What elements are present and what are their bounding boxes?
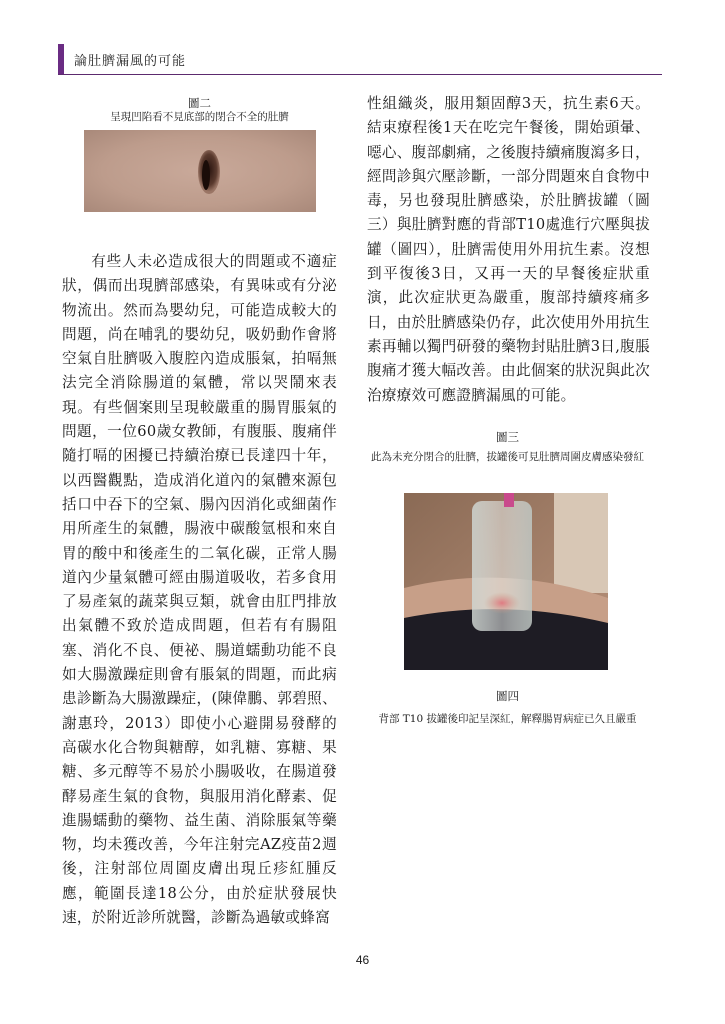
figure4-caption: 背部 T10 拔罐後印記呈深紅，解釋腸胃病症已久且嚴重 — [378, 713, 637, 725]
page-number: 46 — [355, 953, 370, 967]
figure2-number: 圖二 — [188, 96, 211, 110]
page-header — [58, 44, 662, 75]
navel-photo — [84, 130, 316, 212]
right-paragraph: 性組織炎，服用類固醇3天，抗生素6天。結束療程後1天在吃完午餐後，開始頭暈、噁心、腹部劇痛，之後腹持續痛腹瀉多日，經問診與穴壓診斷，一部分問題來自食物中毒，另也發現肚臍感染，於肚臍拔罐（圖三）與肚臍對應的背部T10處進行穴壓與拔罐（圖四），肚臍需使用外用抗生素。沒想到平復後3日，又再一天的早餐後症狀重演，此次症狀更為嚴重，腹部持續疼痛多日，由於肚臍感染仍存，此次使用外用抗生素再輔以獨門研發的藥物封貼肚臍3日,腹脹腹痛才獲大幅改善。由此個案的狀況與此次治療療效可應證臍漏風的可能。 — [367, 95, 650, 404]
figure3-number: 圖三 — [496, 430, 519, 444]
left-column — [62, 250, 337, 930]
right-column — [367, 92, 650, 408]
figure3-caption: 此為未充分閉合的肚臍，拔罐後可見肚臍周圍皮膚感染發紅 — [371, 451, 644, 463]
figure2-caption: 呈現凹陷看不見底部的閉合不全的肚臍 — [110, 111, 289, 123]
header-accent-bar — [58, 44, 64, 74]
cupping-photo — [404, 493, 608, 670]
header-title: 論肚臍漏風的可能 — [74, 54, 187, 69]
left-paragraph: 有些人未必造成很大的問題或不適症狀，偶而出現臍部感染，有異味或有分泌物流出。然而為嬰幼兒，可能造成較大的問題，尚在哺乳的嬰幼兒，吸奶動作會將空氣自肚臍吸入腹腔內造成脹氣，拍嗝無法完全消除腸道的氣體，常以哭鬧來表現。有些個案則呈現較嚴重的腸胃脹氣的問題，一位60歲女教師，有腹脹、腹痛伴隨打嗝的困擾已持續治療已長達四十年，以西醫觀點，造成消化道內的氣體來源包括口中吞下的空氣、腸內因消化或細菌作用所產生的氣體，腸液中碳酸氫根和來自胃的酸中和後產生的二氧化碳，正常人腸道內少量氣體可經由腸道吸收，若多食用了易產氣的蔬菜與豆類，就會由肛門排放出氣體不致於造成問題，但若有有腸阻塞、消化不良、便祕、腸道蠕動功能不良如大腸激躁症則會有脹氣的問題，而此病患診斷為大腸激躁症，(陳偉鵬、郭碧照、謝惠玲，2013）即使小心避開易發酵的高碳水化合物與糖醇，如乳糖、寡糖、果糖、多元醇等不易於小腸吸收，在腸道發酵易產生氣的食物，與服用消化酵素、促進腸蠕動的藥物、益生菌、消除脹氣等藥物，均未獲改善，今年注射完AZ疫苗2週後，注射部位周圍皮膚出現丘疹紅腫反應，範圍長達18公分，由於症狀發展快速，於附近診所就醫，診斷為過敏或蜂窩 — [62, 253, 337, 927]
figure4-number: 圖四 — [496, 689, 519, 703]
